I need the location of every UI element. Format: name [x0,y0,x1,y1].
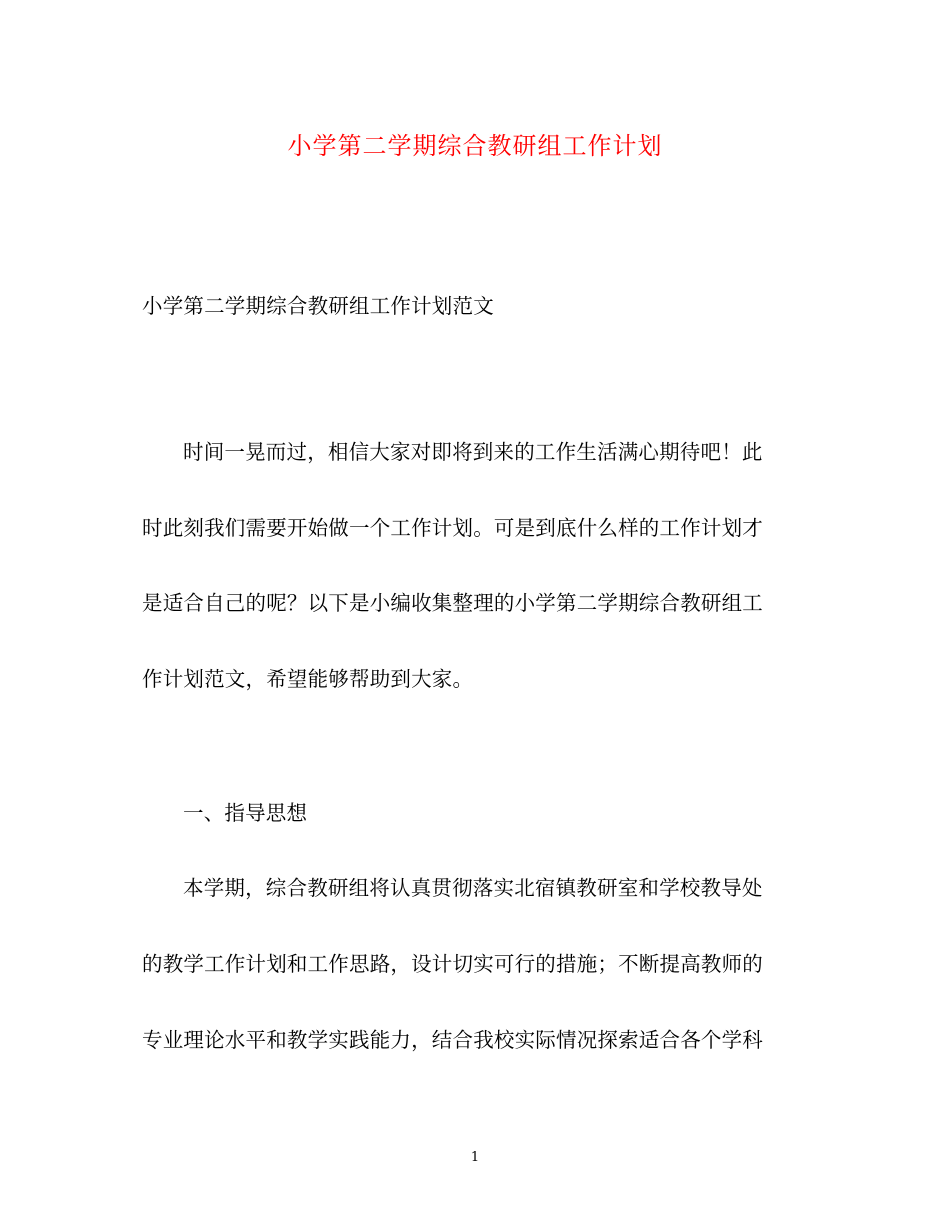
document-title: 小学第二学期综合教研组工作计划 [287,132,663,160]
intro-line-4: 作计划范文，希望能够帮助到大家。 [142,667,474,691]
page-number: 1 [470,1150,480,1165]
section-line-3: 专业理论水平和教学实践能力，结合我校实际情况探索适合各个学科 [142,1028,763,1052]
section-line-1: 本学期，综合教研组将认真贯彻落实北宿镇教研室和学校教导处 [183,876,763,900]
section-line-2: 的教学工作计划和工作思路，设计切实可行的措施；不断提高教师的 [142,952,763,976]
intro-line-2: 时此刻我们需要开始做一个工作计划。可是到底什么样的工作计划才 [142,516,763,540]
document-subtitle: 小学第二学期综合教研组工作计划范文 [142,294,494,318]
intro-line-3: 是适合自己的呢？以下是小编收集整理的小学第二学期综合教研组工 [142,591,763,615]
section-heading: 一、指导思想 [183,801,308,825]
intro-line-1: 时间一晃而过，相信大家对即将到来的工作生活满心期待吧！此 [183,440,763,464]
